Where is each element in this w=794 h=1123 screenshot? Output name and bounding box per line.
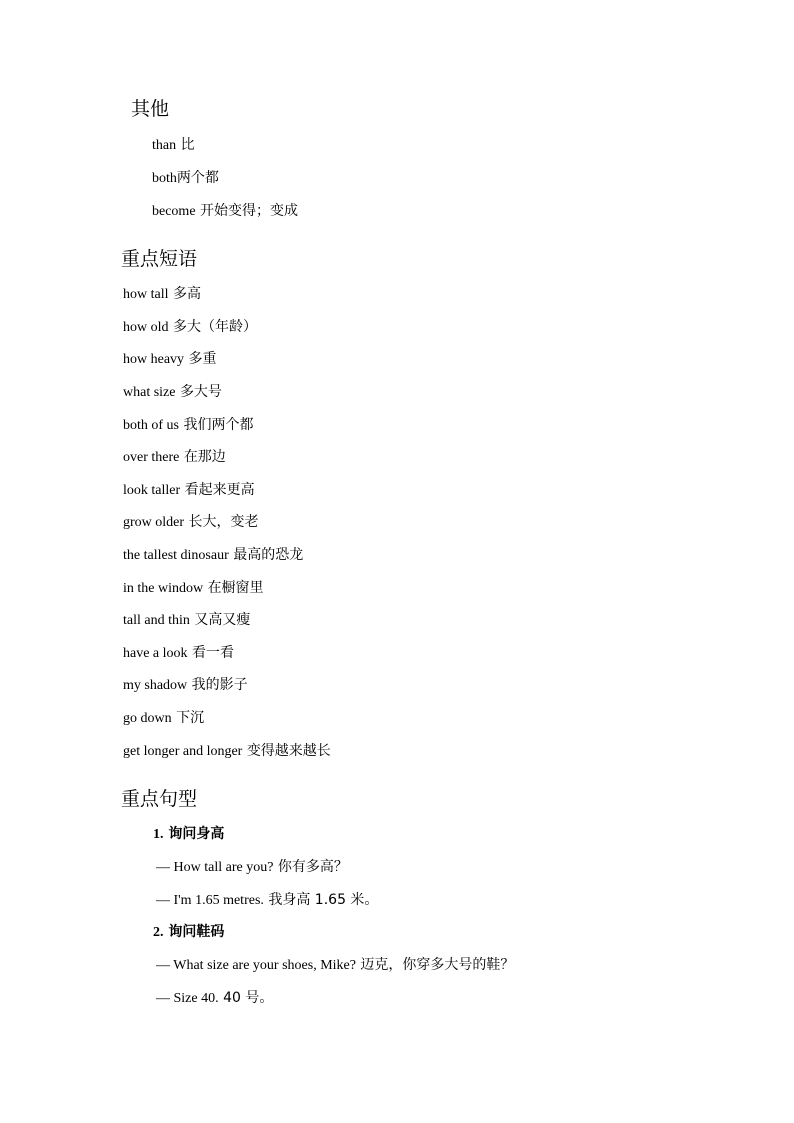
phrase-zh: 最高的恐龙 (233, 547, 304, 563)
dialogue-en: — Size 40. (156, 991, 219, 1006)
phrase-en: get longer and longer (123, 744, 243, 759)
dialogue-line (156, 857, 348, 878)
vocab-item (152, 168, 219, 189)
phrase-item (123, 317, 257, 338)
dialogue-line (156, 988, 273, 1009)
phrase-en: have a look (123, 646, 188, 661)
phrase-zh: 多高 (172, 286, 201, 302)
sentence-group-title (153, 824, 224, 845)
dialogue-zh: 迈克，你穿多大号的鞋？ (360, 957, 515, 973)
sentence-group-title (153, 922, 224, 943)
phrase-item (123, 578, 264, 599)
vocab-en: both (152, 171, 177, 186)
phrase-en: tall and thin (123, 613, 190, 628)
vocab-en: than (152, 138, 177, 153)
vocab-zh: 比 (180, 137, 195, 153)
dialogue-zh: 40 号。 (223, 990, 274, 1006)
phrase-zh: 多大号 (179, 384, 222, 400)
dialogue-zh: 我身高 1.65 米。 (268, 892, 379, 908)
phrase-zh: 下沉 (176, 710, 205, 726)
group-number: 1. (153, 827, 164, 842)
section-heading-sentences: 重点句型 (121, 788, 198, 810)
phrase-zh: 多重 (188, 351, 217, 367)
dialogue-line (156, 890, 378, 911)
phrase-en: my shadow (123, 678, 188, 693)
phrase-en: how heavy (123, 352, 185, 367)
phrase-item (123, 415, 253, 436)
phrase-en: over there (123, 450, 180, 465)
phrase-item (123, 643, 234, 664)
group-title: 询问鞋码 (168, 924, 225, 940)
phrase-zh: 在橱窗里 (207, 580, 264, 596)
phrase-en: in the window (123, 581, 204, 596)
phrase-item (123, 708, 204, 729)
phrase-item (123, 349, 217, 370)
phrase-en: the tallest dinosaur (123, 548, 229, 563)
section-heading-phrases: 重点短语 (121, 248, 198, 270)
vocab-item (152, 201, 298, 222)
phrase-item (123, 284, 201, 305)
vocab-zh: 开始变得；变成 (199, 203, 298, 219)
group-title: 询问身高 (168, 826, 225, 842)
phrase-en: what size (123, 385, 176, 400)
phrase-item (123, 675, 248, 696)
dialogue-line (156, 955, 514, 976)
phrase-item (123, 545, 303, 566)
dialogue-en: — What size are your shoes, Mike? (156, 958, 356, 973)
phrase-zh: 看起来更高 (184, 482, 255, 498)
dialogue-zh: 你有多高？ (277, 859, 348, 875)
phrase-item (123, 382, 222, 403)
group-number: 2. (153, 925, 164, 940)
phrase-en: both of us (123, 418, 179, 433)
vocab-en: become (152, 204, 196, 219)
phrase-item (123, 447, 226, 468)
phrase-en: go down (123, 711, 172, 726)
phrase-item (123, 480, 255, 501)
section-heading-other: 其他 (131, 98, 170, 120)
phrase-en: how old (123, 320, 169, 335)
phrase-item (123, 610, 250, 631)
vocab-item (152, 135, 195, 156)
phrase-zh: 多大（年龄） (172, 319, 257, 335)
phrase-zh: 又高又瘦 (194, 612, 251, 628)
phrase-zh: 看一看 (191, 645, 234, 661)
phrase-zh: 在那边 (183, 449, 226, 465)
phrase-zh: 我们两个都 (183, 417, 254, 433)
phrase-item (123, 512, 259, 533)
phrase-en: look taller (123, 483, 181, 498)
phrase-en: grow older (123, 515, 185, 530)
vocab-zh: 两个都 (176, 170, 219, 186)
phrase-item (123, 741, 331, 762)
phrase-zh: 变得越来越长 (246, 743, 331, 759)
dialogue-en: — I'm 1.65 metres. (156, 893, 264, 908)
phrase-zh: 长大，变老 (188, 514, 259, 530)
phrase-en: how tall (123, 287, 169, 302)
dialogue-en: — How tall are you? (156, 860, 274, 875)
phrase-zh: 我的影子 (191, 677, 248, 693)
